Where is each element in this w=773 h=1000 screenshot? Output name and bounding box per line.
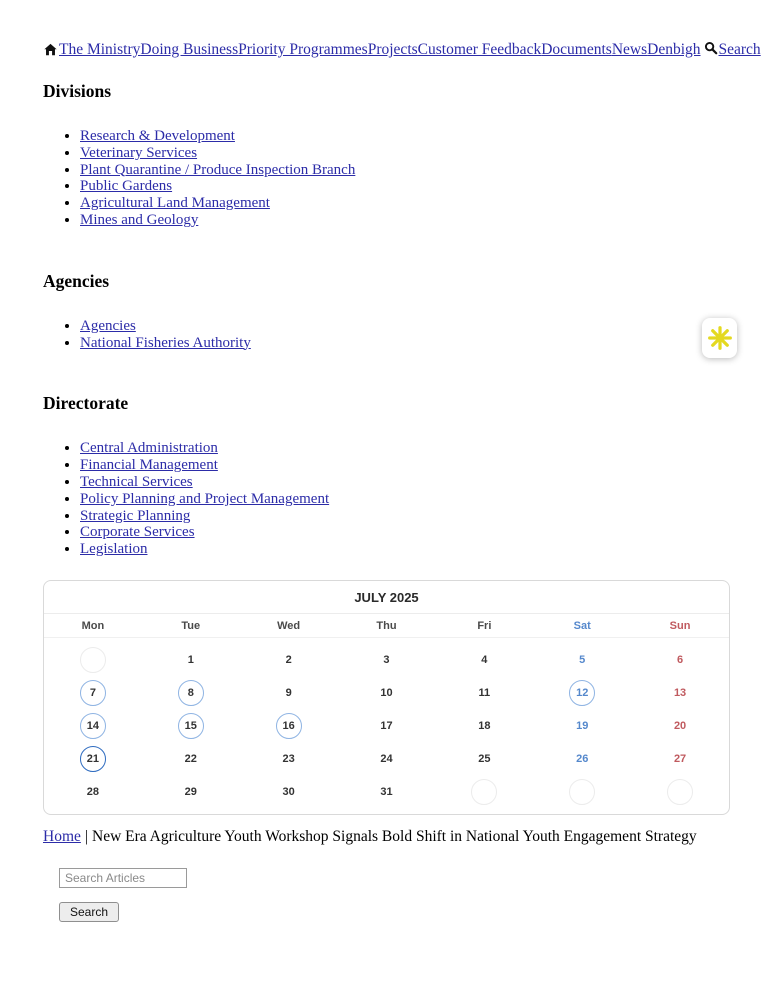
calendar-day-31[interactable]: 31 <box>380 785 393 798</box>
list-item <box>80 508 730 525</box>
calendar-day-26[interactable]: 26 <box>576 752 589 765</box>
section-link-list <box>43 128 730 229</box>
nav-search-link[interactable] <box>704 40 761 59</box>
asterisk-icon <box>707 325 733 351</box>
calendar-cell <box>435 647 533 673</box>
link-mines-and-geology[interactable]: Mines and Geology <box>80 211 199 228</box>
section-link-list <box>43 318 730 352</box>
calendar-cell <box>44 647 142 673</box>
calendar-cell <box>240 746 338 772</box>
calendar-cell <box>533 779 631 805</box>
link-national-fisheries-authority[interactable]: National Fisheries Authority <box>80 334 251 351</box>
link-agricultural-land-management[interactable]: Agricultural Land Management <box>80 195 270 212</box>
calendar-day-18[interactable]: 18 <box>478 719 491 732</box>
calendar-cell <box>240 779 338 805</box>
link-veterinary-services[interactable]: Veterinary Services <box>80 144 198 161</box>
calendar-day-27[interactable]: 27 <box>673 752 687 765</box>
calendar-empty-day <box>667 779 693 805</box>
calendar-day-9[interactable]: 9 <box>285 686 292 699</box>
calendar-cell <box>435 713 533 739</box>
section-link-list <box>43 440 730 558</box>
calendar-cell <box>338 647 436 673</box>
calendar-weekday-row <box>44 614 729 638</box>
top-nav <box>43 40 761 59</box>
home-icon <box>43 44 58 61</box>
calendar-cell <box>631 647 729 673</box>
calendar-day-grid <box>44 638 729 814</box>
calendar-cell <box>631 746 729 772</box>
weekday-sun: Sun <box>669 619 691 632</box>
weekday-mon: Mon <box>81 619 105 632</box>
calendar-cell <box>44 713 142 739</box>
list-item <box>80 524 730 541</box>
nav-link-the-ministry[interactable]: The Ministry <box>59 41 141 58</box>
calendar-day-28[interactable]: 28 <box>86 785 100 798</box>
calendar-empty-day <box>569 779 595 805</box>
list-item <box>80 145 730 162</box>
calendar-cell <box>142 746 240 772</box>
calendar-cell <box>435 680 533 706</box>
home-icon-link[interactable] <box>43 43 58 57</box>
breadcrumb-home-link[interactable]: Home <box>43 827 81 845</box>
list-item <box>80 440 730 457</box>
calendar-cell <box>631 713 729 739</box>
calendar-cell <box>533 647 631 673</box>
search-input[interactable] <box>59 868 187 888</box>
sections <box>43 81 730 558</box>
list-item <box>80 474 730 491</box>
calendar-day-20[interactable]: 20 <box>673 719 687 732</box>
link-legislation[interactable]: Legislation <box>80 541 148 558</box>
calendar-day-23[interactable]: 23 <box>282 752 295 765</box>
calendar-day-14[interactable]: 14 <box>80 713 106 739</box>
calendar-day-7[interactable]: 7 <box>80 680 106 706</box>
list-item <box>80 195 730 212</box>
link-central-administration[interactable]: Central Administration <box>80 440 218 457</box>
calendar-cell <box>338 680 436 706</box>
calendar-day-16[interactable]: 16 <box>276 713 302 739</box>
section-title-directorate: Directorate <box>43 393 129 414</box>
section-title-agencies: Agencies <box>43 270 110 291</box>
nav-link-projects[interactable]: Projects <box>367 41 418 58</box>
nav-link-documents[interactable]: Documents <box>541 41 612 58</box>
floating-widget-button[interactable] <box>702 318 737 358</box>
search-icon <box>704 40 718 59</box>
section-divisions <box>43 81 730 229</box>
weekday-tue: Tue <box>181 619 201 632</box>
calendar-cell <box>435 746 533 772</box>
nav-links <box>59 41 701 59</box>
calendar-day-19[interactable]: 19 <box>576 719 589 732</box>
calendar-cell <box>338 713 436 739</box>
link-strategic-planning[interactable]: Strategic Planning <box>80 507 191 524</box>
calendar-day-21[interactable]: 21 <box>80 746 106 772</box>
list-item <box>80 541 730 558</box>
calendar-cell <box>44 680 142 706</box>
calendar-cell <box>142 779 240 805</box>
calendar-cell <box>240 680 338 706</box>
calendar-cell <box>338 746 436 772</box>
nav-link-priority-programmes[interactable]: Priority Programmes <box>238 41 368 58</box>
search-button[interactable]: Search <box>59 902 119 922</box>
calendar-cell <box>631 680 729 706</box>
calendar-cell <box>338 779 436 805</box>
calendar-day-1[interactable]: 1 <box>187 653 194 666</box>
calendar-day-3[interactable]: 3 <box>383 653 390 666</box>
link-technical-services[interactable]: Technical Services <box>80 473 193 490</box>
link-research-development[interactable]: Research & Development <box>80 128 235 144</box>
calendar-cell <box>142 647 240 673</box>
list-item <box>80 491 730 508</box>
nav-search-label: Search <box>718 41 761 58</box>
link-financial-management[interactable]: Financial Management <box>80 457 218 474</box>
calendar-cell <box>631 779 729 805</box>
link-policy-planning-and-project-management[interactable]: Policy Planning and Project Management <box>80 490 330 507</box>
calendar-day-30[interactable]: 30 <box>282 785 295 798</box>
calendar-day-12[interactable]: 12 <box>569 680 595 706</box>
calendar-cell <box>142 680 240 706</box>
nav-link-doing-business[interactable]: Doing Business <box>140 41 239 58</box>
calendar-day-2[interactable]: 2 <box>285 653 292 666</box>
link-agencies[interactable]: Agencies <box>80 317 136 334</box>
calendar-cell <box>44 779 142 805</box>
calendar-day-4[interactable]: 4 <box>481 653 488 666</box>
calendar-cell <box>240 713 338 739</box>
weekday-fri: Fri <box>477 619 492 632</box>
nav-link-denbigh[interactable]: Denbigh <box>647 41 701 58</box>
calendar-cell <box>240 647 338 673</box>
section-title-divisions: Divisions <box>43 81 112 101</box>
calendar-day-24[interactable]: 24 <box>380 752 393 765</box>
breadcrumb-article-title: New Era Agriculture Youth Workshop Signals Bold Shift in National Youth Engagement Strategy <box>92 827 697 845</box>
calendar-widget <box>43 580 730 815</box>
list-item <box>80 212 730 229</box>
link-plant-quarantine-produce-inspection-branch[interactable]: Plant Quarantine / Produce Inspection Branch <box>80 161 356 178</box>
list-item <box>80 318 730 335</box>
calendar-day-13[interactable]: 13 <box>673 686 687 699</box>
calendar-day-25[interactable]: 25 <box>478 752 491 765</box>
list-item <box>80 178 730 195</box>
calendar-empty-day <box>471 779 497 805</box>
section-agencies <box>43 271 730 352</box>
weekday-sat: Sat <box>573 619 591 632</box>
calendar-day-5[interactable]: 5 <box>579 653 586 666</box>
list-item <box>80 335 730 352</box>
calendar-day-11[interactable]: 11 <box>478 686 491 699</box>
calendar-day-6[interactable]: 6 <box>677 653 684 666</box>
calendar-cell <box>142 713 240 739</box>
calendar-day-8[interactable]: 8 <box>178 680 204 706</box>
calendar-empty-day <box>80 647 106 673</box>
article-search <box>59 868 730 922</box>
weekday-wed: Wed <box>277 619 301 632</box>
weekday-thu: Thu <box>376 619 397 632</box>
calendar-day-10[interactable]: 10 <box>380 686 393 699</box>
calendar-day-15[interactable]: 15 <box>178 713 204 739</box>
nav-link-customer-feedback[interactable]: Customer Feedback <box>417 41 542 58</box>
section-directorate <box>43 393 730 558</box>
calendar-title: JULY 2025 <box>44 581 729 614</box>
calendar-cell <box>533 680 631 706</box>
calendar-day-17[interactable]: 17 <box>380 719 393 732</box>
nav-link-news[interactable]: News <box>611 41 648 58</box>
calendar-cell <box>533 713 631 739</box>
link-corporate-services[interactable]: Corporate Services <box>80 524 195 541</box>
link-public-gardens[interactable]: Public Gardens <box>80 178 173 195</box>
calendar-cell <box>435 779 533 805</box>
breadcrumb-separator: | <box>84 827 88 845</box>
breadcrumb <box>43 828 730 846</box>
list-item <box>80 128 730 145</box>
list-item <box>80 457 730 474</box>
calendar-cell <box>533 746 631 772</box>
calendar-day-22[interactable]: 22 <box>184 752 197 765</box>
calendar-cell <box>44 746 142 772</box>
list-item <box>80 162 730 179</box>
calendar-day-29[interactable]: 29 <box>184 785 197 798</box>
